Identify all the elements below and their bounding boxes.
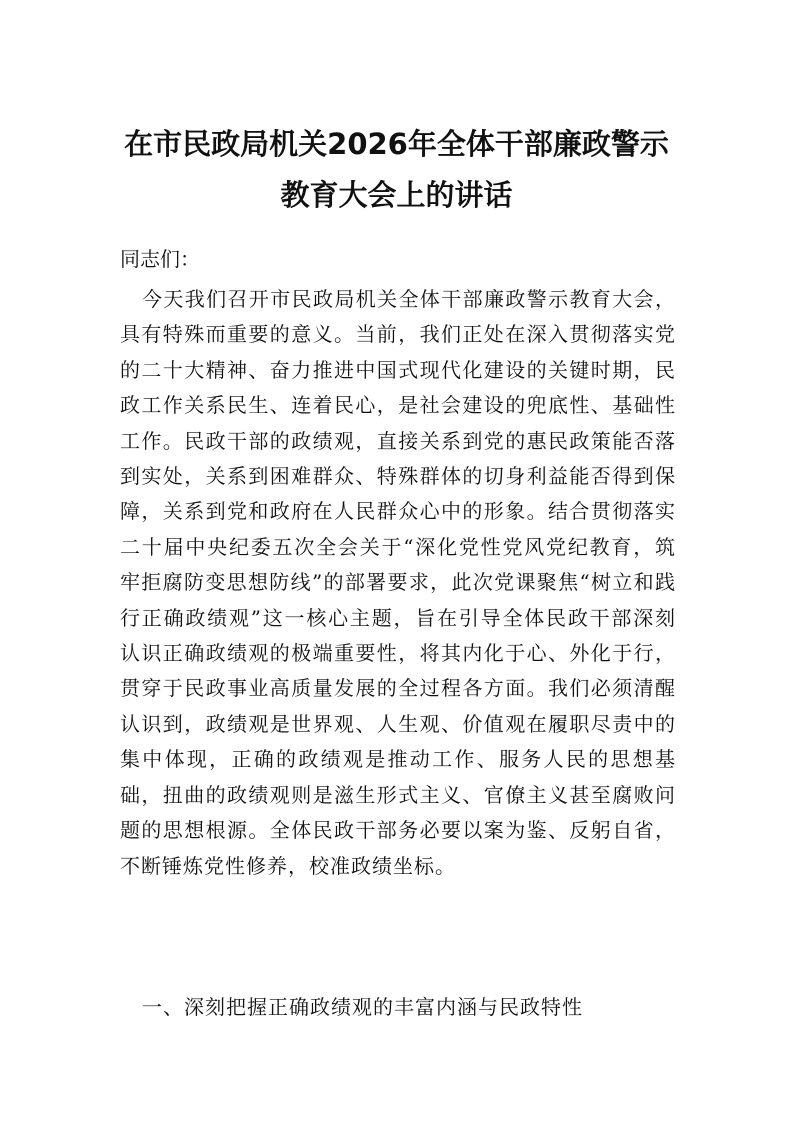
salutation: 同志们： — [120, 247, 200, 271]
section-heading: 一、深刻把握正确政绩观的丰富内涵与民政特性 — [142, 995, 583, 1019]
body-paragraph: 今天我们召开市民政局机关全体干部廉政警示教育大会，具有特殊而重要的意义。当前，我们正处在深入贯彻落实党的二十大精神、奋力推进中国式现代化建设的关键时期，民政工作关系民生、连着民心，是社会建设的兜底性、基础性工作。民政干部的政绩观，直接关系到党的惠民政策能否落到实处，关系到困难群众、特殊群体的切身利益能否得到保障，关系到党和政府在人民群众心中的形象。结合贯彻落实二十届中央纪委五次全会关于“深化党性党风党纪教育，筑牢拒腐防变思想防线”的部署要求，此次党课聚焦“树立和践行正确政绩观”这一核心主题，旨在引导全体民政干部深刻认识正确政绩观的极端重要性，将其内化于心、外化于行，贯穿于民政事业高质量发展的全过程各方面。我们必须清醒认识到，政绩观是世界观、人生观、价值观在履职尽责中的集中体现，正确的政绩观是推动工作、服务人民的思想基础，扭曲的政绩观则是滋生形式主义、官僚主义甚至腐败问题的思想根源。全体民政干部务必要以案为鉴、反躬自省，不断锤炼党性修养，校准政绩坐标。 — [120, 287, 676, 878]
document-title-line-2: 教育大会上的讲话 — [280, 178, 513, 212]
document-title-line-1: 在市民政局机关2026年全体干部廉政警示 — [124, 127, 669, 161]
